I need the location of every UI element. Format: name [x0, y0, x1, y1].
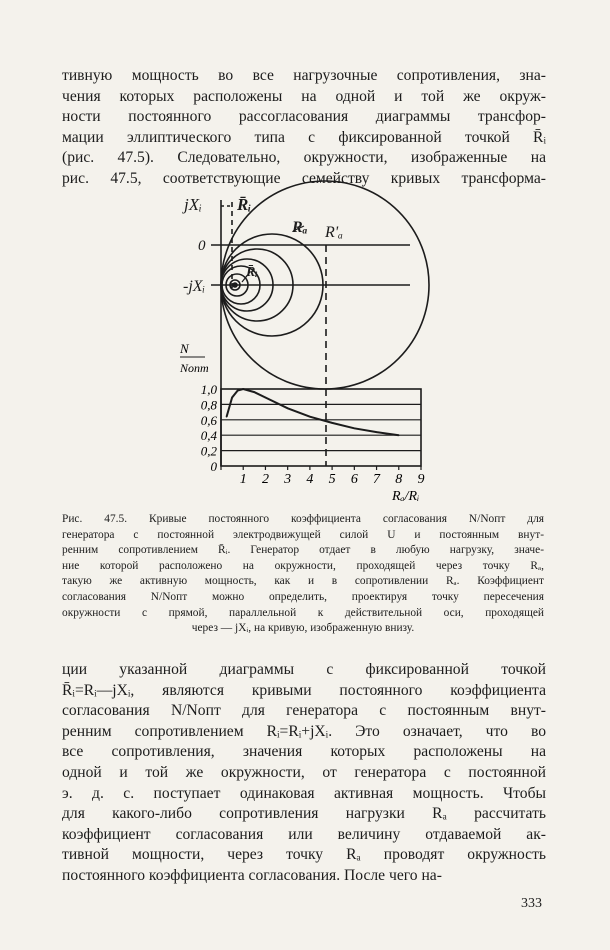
- chart-xlabel: Rₐ/Rᵢ: [392, 489, 420, 504]
- x-tick-label: 3: [284, 472, 292, 487]
- caption-line: через — jXᵢ, на кривую, изображенную внизу.: [191, 622, 415, 635]
- data-point: [237, 390, 239, 392]
- text-line: ренним сопротивлением Rᵢ=Rᵢ+jXᵢ. Это означает, что во: [62, 722, 546, 740]
- x-tick-labels: [221, 466, 425, 487]
- caption-line: такую же активную мощность, как и в сопротивлении Rₐ. Коэффициент: [62, 575, 544, 588]
- text-line: рис. 47.5, соответствующие семейству кривых трансформа-: [62, 169, 546, 187]
- page-number: 333: [521, 896, 542, 911]
- y-tick-label: 0,8: [200, 397, 217, 413]
- caption-line: окружности с прямой, параллельной к действительной оси, проходящей: [62, 606, 544, 619]
- x-tick-label: 5: [328, 472, 336, 487]
- matching-chart: [179, 341, 425, 504]
- data-point: [331, 422, 333, 424]
- paragraph-bottom: [62, 660, 546, 887]
- x-tick-label: 6: [350, 472, 358, 487]
- caption-line: Рис. 47.5. Кривые постоянного коэффициента согласования N/Nопт для: [62, 513, 544, 525]
- y-tick-label: 0,4: [200, 428, 217, 444]
- text-line: R̄ᵢ=Rᵢ—jXᵢ, являются кривыми постоянного коэффициента: [62, 681, 546, 699]
- data-point: [265, 397, 267, 399]
- text-line: для какого-либо сопротивления нагрузки Rₐ рассчитать: [62, 805, 546, 823]
- text-line: одной и той же окружности, от генератора с постоянной: [62, 763, 546, 781]
- data-point: [398, 434, 400, 436]
- text-line: чения которых расположены на одной и той же окруж-: [62, 87, 546, 105]
- text-line: все сопротивления, значения которых расположены на: [62, 743, 546, 761]
- data-point: [376, 431, 378, 433]
- data-point: [309, 416, 311, 418]
- y-tick-label: 0,2: [200, 443, 217, 459]
- text-line: ности постоянного рассогласования диаграммы трансфор-: [62, 108, 546, 126]
- y-tick-label: 0: [210, 459, 217, 474]
- y-axis-label: jXᵢ: [184, 195, 202, 214]
- text-line: коэффициент согласования или величину отдаваемой ак-: [62, 825, 546, 843]
- caption-line: ние которой расположено на окружности, проходящей через точку Rₐ,: [62, 559, 544, 572]
- text-line: э. д. с. поступает одинаковая активная мощность. Чтобы: [62, 784, 546, 802]
- ri-bar-label: R̄ᵢ: [237, 195, 252, 214]
- data-point: [226, 416, 228, 418]
- x-tick-label: 7: [373, 472, 381, 487]
- y-tick-label: 0,6: [200, 412, 217, 428]
- y-tick-labels: [201, 382, 218, 474]
- text-line: мации эллиптического типа с фиксированной точкой R̄ᵢ: [62, 128, 546, 146]
- text-line: тивную мощность во все нагрузочные сопротивления, зна-: [62, 67, 546, 84]
- text-line: ции указанной диаграммы с фиксированной точкой: [62, 661, 546, 678]
- chart-ylabel-numerator: N: [180, 341, 189, 356]
- data-point: [231, 397, 233, 399]
- ri-small-label: R̄ᵢ: [246, 265, 258, 280]
- caption-line: ренним сопротивлением R̄ᵢ. Генератор отдает в любую нагрузку, значе-: [62, 544, 544, 557]
- data-point: [254, 391, 256, 393]
- chart-grid: [221, 404, 421, 450]
- caption-line: согласования N/Nопт можно определить, проектируя точку пересечения: [62, 590, 544, 603]
- caption-line: генератора с постоянной электродвижущей силой U и постоянным внут-: [62, 528, 544, 541]
- x-tick-label: 2: [261, 472, 269, 487]
- series-points: [226, 388, 400, 436]
- text-line: тивной мощности, через точку Rₐ проводят окружность: [62, 846, 546, 864]
- x-tick-label: 9: [417, 472, 425, 487]
- x-tick-label: 1: [239, 472, 247, 487]
- zero-label: 0: [198, 238, 206, 254]
- x-tick-label: 4: [306, 472, 314, 487]
- ri-point: [233, 283, 237, 287]
- figure-caption: [62, 512, 544, 637]
- text-line: постоянного коэффициента согласования. После чего на-: [62, 866, 442, 884]
- ra-prime-label: R'ₐ: [325, 224, 343, 241]
- text-line: (рис. 47.5). Следовательно, окружности, изображенные на: [62, 149, 546, 167]
- series-curve: [227, 389, 399, 435]
- data-point: [287, 407, 289, 409]
- data-point: [242, 388, 244, 390]
- chart-frame: [221, 389, 421, 466]
- neg-jxi-label: -jXᵢ: [183, 278, 206, 295]
- y-tick-label: 1,0: [200, 382, 217, 397]
- ra-label: Rₐ: [292, 219, 308, 236]
- data-point: [354, 427, 356, 429]
- chart-ylabel-denominator: Nопт: [180, 361, 209, 375]
- text-line: согласования N/Nопт для генератора с постоянным внут-: [62, 702, 546, 720]
- circle-diagram: [211, 181, 429, 466]
- x-tick-label: 8: [395, 472, 403, 487]
